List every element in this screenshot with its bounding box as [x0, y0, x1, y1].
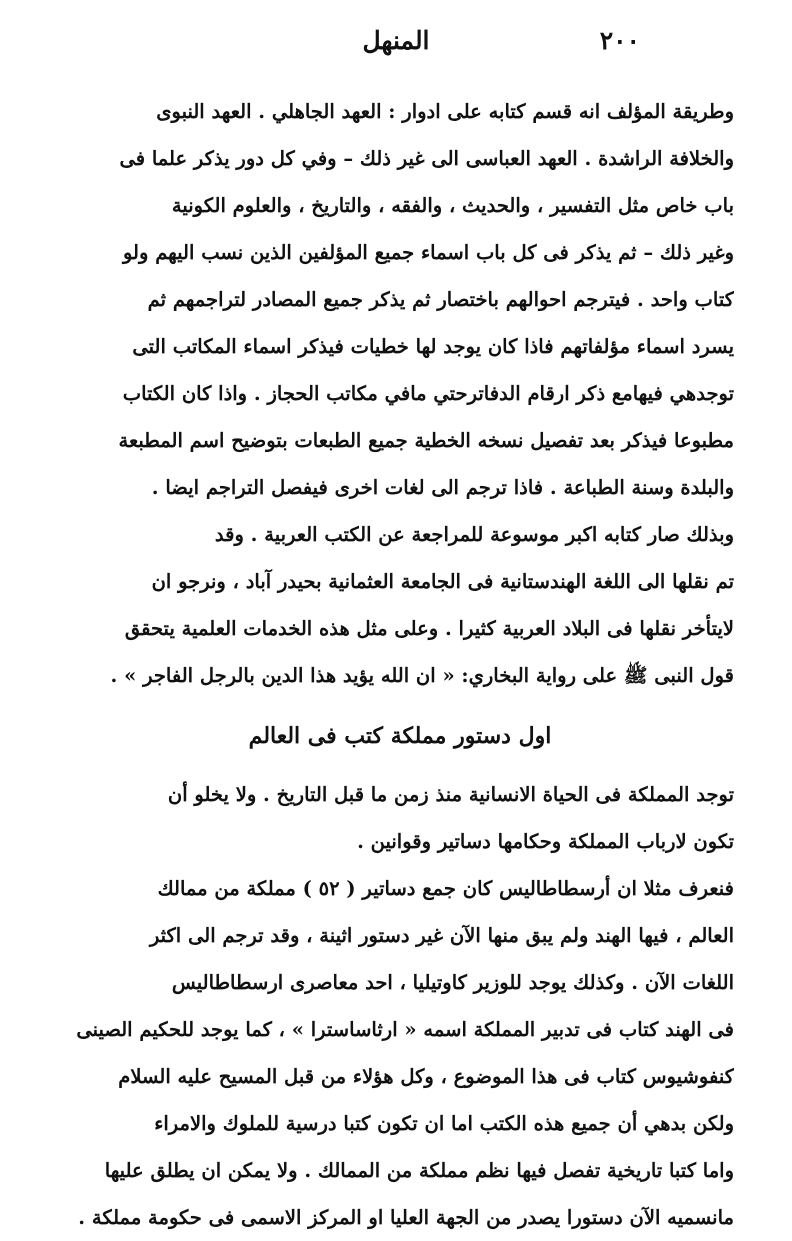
section-title: اول دستور مملكة كتب فى العالم [248, 723, 552, 749]
paragraph-4 [66, 865, 734, 1241]
text-line: والبلدة وسنة الطباعة . فاذا ترجم الى لغات اخرى فيفصل التراجم ايضا . [151, 476, 734, 499]
text-line: مطبوعا فيذكر بعد تفصيل نسخه الخطية جميع الطبعات بتوضيح اسم المطبعة [118, 429, 734, 452]
text-line: قول النبى ﷺ على رواية البخاري: « ان الله يؤيد هذا الدين بالرجل الفاجر » . [110, 664, 734, 687]
text-line: فى الهند كتاب فى تدبير المملكة اسمه « ارثاساسترا » ، كما يوجد للحكيم الصينى [76, 1018, 734, 1041]
paragraph-3 [66, 771, 734, 865]
paragraph-2 [66, 511, 734, 699]
page-number: ٢٠٠ [599, 26, 640, 55]
text-line: توجد المملكة فى الحياة الانسانية منذ زمن ما قبل التاريخ . ولا يخلو أن [167, 783, 734, 806]
text-line: مانسميه الآن دستورا يصدر من الجهة العليا او المركز الاسمى فى حكومة مملكة . [78, 1206, 734, 1229]
text-line: والخلافة الراشدة . العهد العباسى الى غير ذلك – وفي كل دور يذكر علما فى [119, 147, 734, 170]
text-line: واما كتبا تاريخية تفصل فيها نظم مملكة من الممالك . ولا يمكن ان يطلق عليها [104, 1159, 734, 1182]
page-header [40, 26, 752, 66]
text-line: فنعرف مثلا ان أرسطاطاليس كان جمع دساتير ( ٥٢ ) مملكة من ممالك [157, 877, 734, 900]
paragraph-1 [66, 88, 734, 511]
running-title: المنهل [362, 26, 430, 55]
text-line: وبذلك صار كتابه اكبر موسوعة للمراجعة عن الكتب العربية . وقد [214, 523, 734, 546]
text-line: العالم ، فيها الهند ولم يبق منها الآن غير دستور اثينة ، وقد ترجم الى اكثر [149, 924, 734, 947]
body-text [66, 88, 734, 1241]
text-line: يسرد اسماء مؤلفاتهم فاذا كان يوجد لها خطيات فيذكر اسماء المكاتب التى [132, 335, 734, 358]
text-line: تم نقلها الى اللغة الهندستانية فى الجامعة العثمانية بحيدر آباد ، ونرجو ان [151, 570, 734, 593]
text-line: كنفوشيوس كتاب فى هذا الموضوع ، وكل هؤلاء من قبل المسيح عليه السلام [118, 1065, 734, 1088]
text-line: اللغات الآن . وكذلك يوجد للوزير كاوتيليا ، احد معاصرى ارسطاطاليس [171, 971, 734, 994]
text-line: توجدهي فيهامع ذكر ارقام الدفاترحتي مافي مكاتب الحجاز . واذا كان الكتاب [122, 382, 734, 405]
text-line: باب خاص مثل التفسير ، والحديث ، والفقه ، والتاريخ ، والعلوم الكونية [171, 194, 734, 217]
text-line: كتاب واحد . فيترجم احوالهم باختصار ثم يذكر جميع المصادر لتراجمهم ثم [147, 288, 734, 311]
text-line: وطريقة المؤلف انه قسم كتابه على ادوار : العهد الجاهلي . العهد النبوى [156, 100, 734, 123]
text-line: تكون لارباب المملكة وحكامها دساتير وقوانين . [357, 830, 734, 853]
text-line: لايتأخر نقلها فى البلاد العربية كثيرا . وعلى مثل هذه الخدمات العلمية يتحقق [124, 617, 734, 640]
text-line: ولكن بدهي أن جميع هذه الكتب اما ان تكون كتبا درسية للملوك والامراء [154, 1112, 734, 1135]
text-line: وغير ذلك – ثم يذكر فى كل باب اسماء جميع المؤلفين الذين نسب اليهم ولو [122, 241, 734, 264]
